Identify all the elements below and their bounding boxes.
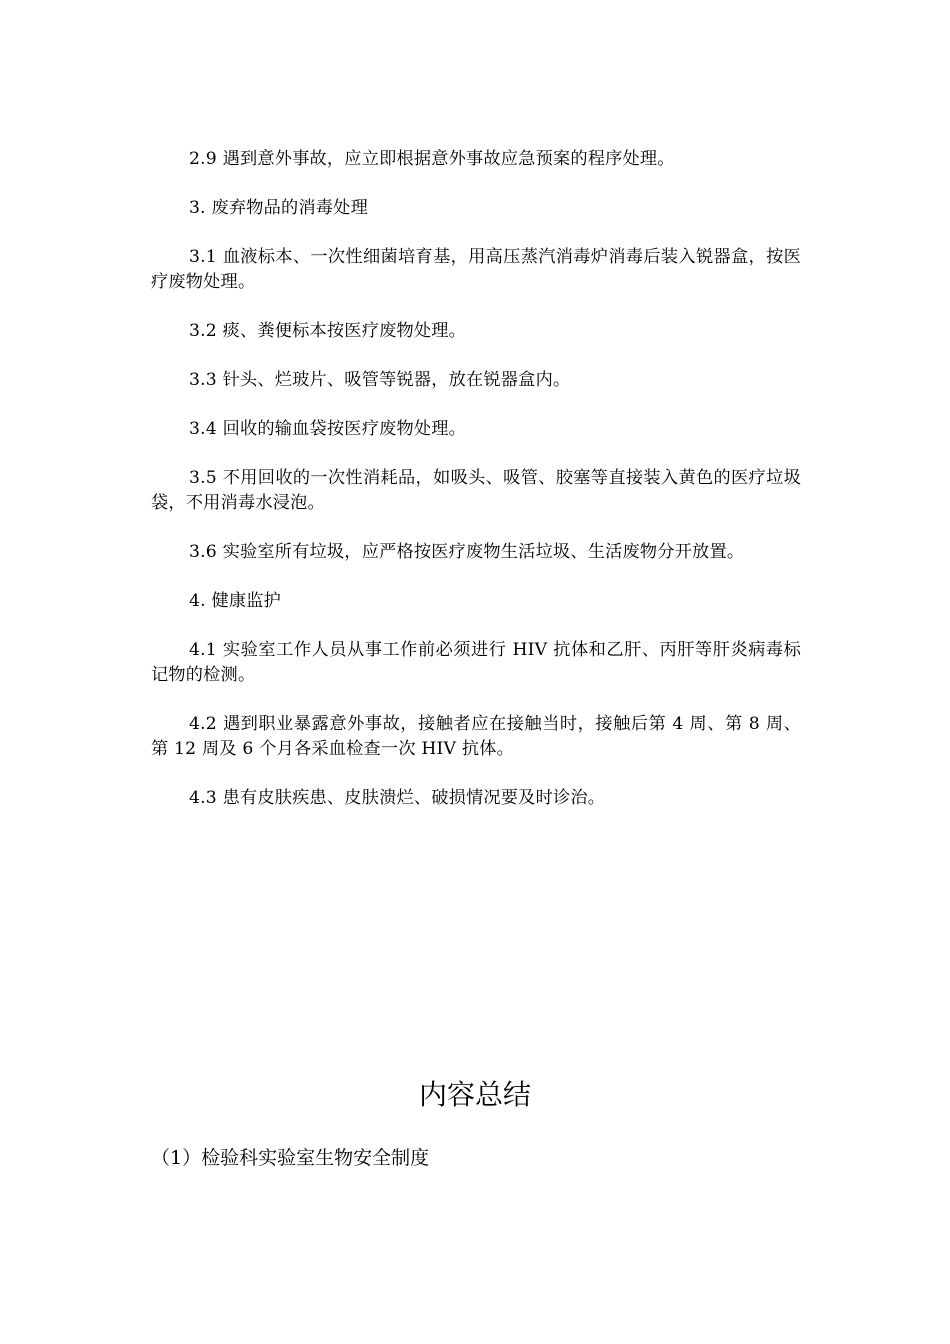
- paragraph-2-9: 2.9 遇到意外事故，应立即根据意外事故应急预案的程序处理。: [189, 149, 675, 169]
- section-heading-3: 3. 废弃物品的消毒处理: [189, 198, 368, 218]
- paragraph-4-2: 4.2 遇到职业暴露意外事故，接触者应在接触当时，接触后第 4 周、第 8 周、第 12 周及 6 个月各采血检查一次 HIV 抗体。: [151, 714, 801, 759]
- paragraph-3-1: 3.1 血液标本、一次性细菌培育基，用高压蒸汽消毒炉消毒后装入锐器盒，按医疗废物处理。: [151, 247, 801, 292]
- paragraph-3-2: 3.2 痰、粪便标本按医疗废物处理。: [189, 321, 467, 341]
- paragraph-4-3: 4.3 患有皮肤疾患、皮肤溃烂、破损情况要及时诊治。: [189, 788, 606, 808]
- summary-item: （1）检验科实验室生物安全制度: [151, 1147, 430, 1169]
- paragraph-3-3: 3.3 针头、烂玻片、吸管等锐器，放在锐器盒内。: [189, 370, 571, 390]
- paragraph-3-6: 3.6 实验室所有垃圾，应严格按医疗废物生活垃圾、生活废物分开放置。: [189, 542, 745, 562]
- paragraph-3-4: 3.4 回收的输血袋按医疗废物处理。: [189, 419, 467, 439]
- document-body: [151, 147, 801, 835]
- paragraph-4-1: 4.1 实验室工作人员从事工作前必须进行 HIV 抗体和乙肝、丙肝等肝炎病毒标记物的检测。: [151, 640, 801, 685]
- paragraph-3-5: 3.5 不用回收的一次性消耗品，如吸头、吸管、胶塞等直接装入黄色的医疗垃圾袋，不用消毒水浸泡。: [151, 468, 801, 513]
- section-heading-4: 4. 健康监护: [189, 591, 282, 611]
- summary-title: 内容总结: [418, 1078, 531, 1111]
